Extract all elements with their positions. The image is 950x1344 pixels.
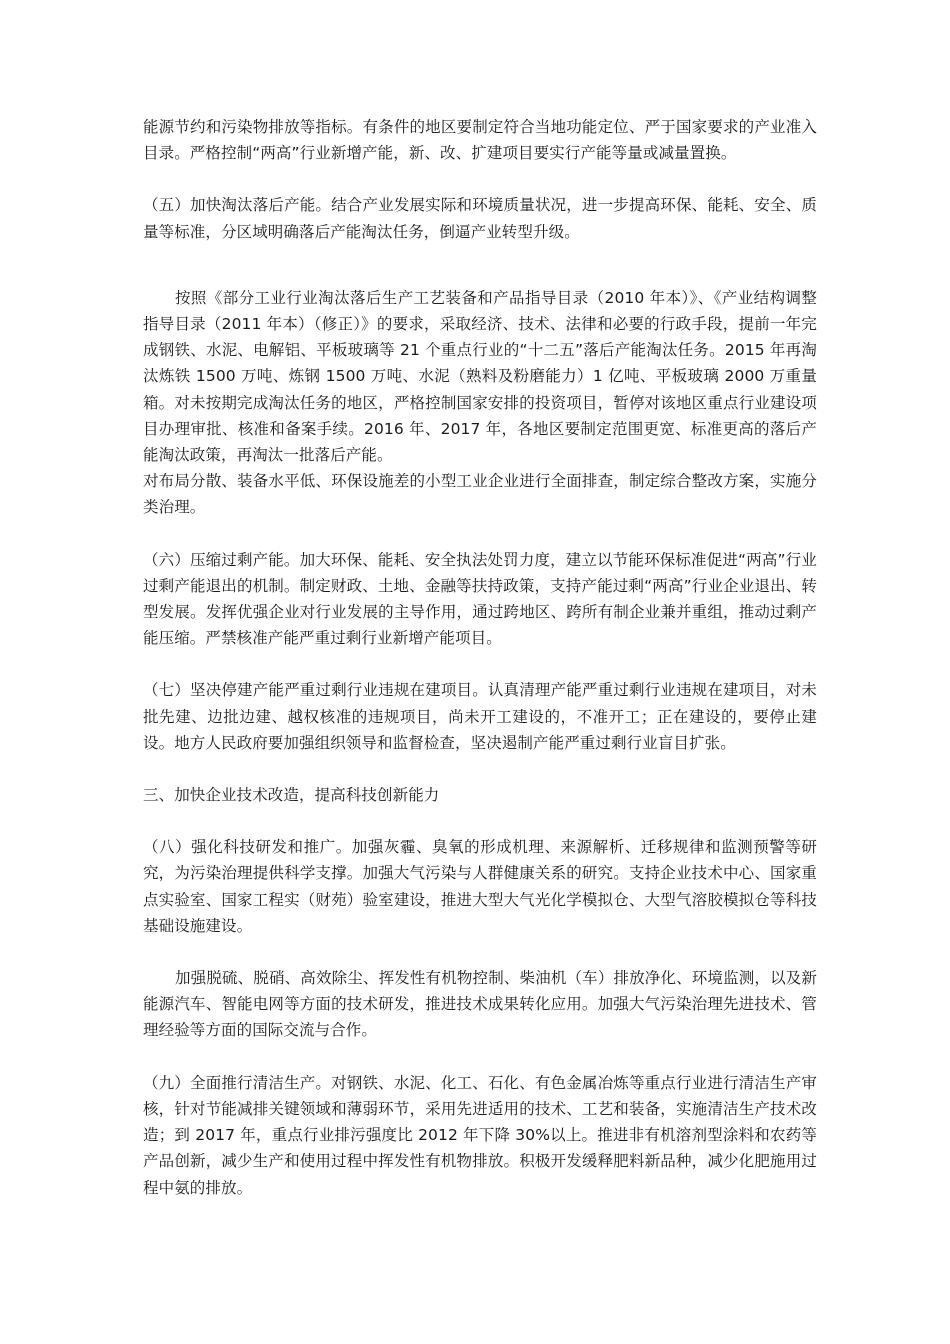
paragraph-eliminate-capacity: 按照《部分工业行业淘汰落后生产工艺装备和产品指导目录（2010 年本）》、《产业结构调整指导目录（2011 年本）（修正）》的要求，采取经济、技术、法律和必要的行政手段，提前一年完成钢铁、水泥、电解铝、平板玻璃等 21 个重点行业的“十二五”落后产能淘汰任务。2015 年再淘汰炼铁 1500 万吨、炼钢 1500 万吨、水泥（熟料及粉磨能力）1 亿吨、平板玻璃 2000 万重量箱。对未按期完成淘汰任务的地区，严格控制国家安排的投资项目，暂停对该地区重点行业建设项目办理审批、核准和备案手续。2016 年、2017 年，各地区要制定范围更宽、标准更高的落后产能淘汰政策，再淘汰一批落后产能。: [143, 288, 817, 465]
section-heading-3: 三、加快企业技术改造，提高科技创新能力: [143, 786, 440, 805]
paragraph-section-6: （六）压缩过剩产能。加大环保、能耗、安全执法处罚力度，建立以节能环保标准促进“两高”行业过剩产能退出的机制。制定财政、土地、金融等扶持政策，支持产能过剩“两高”行业企业退出、转型发展。发挥优强企业对行业发展的主导作用，通过跨地区、跨所有制企业兼并重组，推动过剩产能压缩。严禁核准产能严重过剩行业新增产能项目。: [143, 550, 817, 648]
paragraph-tech-research: 加强脱硫、脱硝、高效除尘、挥发性有机物控制、柴油机（车）排放净化、环境监测，以及新能源汽车、智能电网等方面的技术研发，推进技术成果转化应用。加强大气污染治理先进技术、管理经验等方面的国际交流与合作。: [143, 969, 817, 1040]
paragraph-small-enterprises: 对布局分散、装备水平低、环保设施差的小型工业企业进行全面排查，制定综合整改方案，实施分类治理。: [143, 472, 817, 517]
paragraph-section-5: （五）加快淘汰落后产能。结合产业发展实际和环境质量状况，进一步提高环保、能耗、安全、质量等标准，分区域明确落后产能淘汰任务，倒逼产业转型升级。: [143, 196, 817, 241]
paragraph-section-9: （九）全面推行清洁生产。对钢铁、水泥、化工、石化、有色金属冶炼等重点行业进行清洁生产审核，针对节能减排关键领域和薄弱环节，采用先进适用的技术、工艺和装备，实施清洁生产技术改造；到 2017 年，重点行业排污强度比 2012 年下降 30%以上。推进非有机溶剂型涂料和农药等产品创新，减少生产和使用过程中挥发性有机物排放。积极开发缓释肥料新品种，减少化肥施用过程中氨的排放。: [143, 1073, 817, 1197]
paragraph-industry-access: 能源节约和污染物排放等指标。有条件的地区要制定符合当地功能定位、严于国家要求的产业准入目录。严格控制“两高”行业新增产能，新、改、扩建项目要实行产能等量或减量置换。: [143, 118, 817, 163]
paragraph-section-7: （七）坚决停建产能严重过剩行业违规在建项目。认真清理产能严重过剩行业违规在建项目，对未批先建、边批边建、越权核准的违规项目，尚未开工建设的，不准开工；正在建设的，要停止建设。地方人民政府要加强组织领导和监督检查，坚决遏制产能严重过剩行业盲目扩张。: [143, 681, 817, 752]
paragraph-section-8: （八）强化科技研发和推广。加强灰霾、臭氧的形成机理、来源解析、迁移规律和监测预警等研究，为污染治理提供科学支撑。加强大气污染与人群健康关系的研究。支持企业技术中心、国家重点实验室、国家工程实（财苑）验室建设，推进大型大气光化学模拟仓、大型气溶胶模拟仓等科技基础设施建设。: [143, 838, 817, 935]
